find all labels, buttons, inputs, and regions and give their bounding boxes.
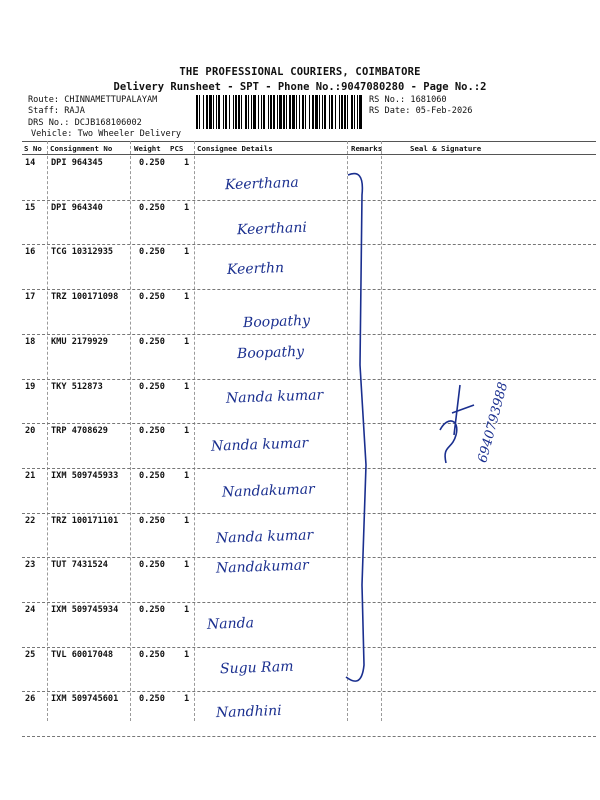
table-row — [0, 158, 600, 202]
row-divider — [22, 513, 596, 514]
row-pcs: 1 — [184, 560, 190, 571]
barcode-bar — [263, 95, 265, 129]
barcode-bar — [324, 95, 326, 129]
barcode-bar — [248, 95, 249, 129]
row-weight: 0.250 — [139, 202, 165, 213]
row-divider — [22, 200, 596, 201]
row-consignment-no: TRZ 100171101 — [51, 515, 119, 526]
row-sno: 18 — [25, 336, 36, 347]
barcode-bar — [344, 95, 346, 129]
row-divider — [22, 379, 596, 380]
rs-date: RS Date: 05-Feb-2026 — [369, 106, 473, 116]
barcode-bar — [229, 95, 230, 129]
row-divider — [22, 691, 596, 692]
col-header-consignment: Consignment No — [50, 144, 113, 153]
table-row — [0, 337, 600, 381]
handwritten-signature: Keerthn — [226, 260, 285, 279]
drs-number: DRS No.: DCJB168106002 — [28, 118, 142, 128]
row-consignment-no: IXM 509745934 — [51, 605, 119, 615]
row-weight: 0.250 — [139, 560, 165, 571]
row-pcs: 1 — [184, 649, 190, 660]
barcode-bar — [312, 95, 314, 129]
handwritten-signature: Nandhini — [215, 703, 282, 722]
handwritten-signature: Keerthani — [236, 219, 308, 238]
table-row — [0, 426, 600, 470]
header-top-rule — [22, 141, 596, 142]
row-consignment-no: KMU 2179929 — [51, 336, 108, 347]
barcode-bar — [347, 95, 348, 129]
barcode-bar — [319, 95, 320, 129]
col-header-pcs: PCS — [170, 144, 184, 153]
barcode-bar — [299, 95, 300, 129]
table-row — [0, 650, 600, 694]
row-pcs: 1 — [184, 470, 190, 481]
row-consignment-no: DPI 964345 — [51, 158, 103, 168]
barcode-bar — [245, 95, 247, 129]
barcode-bar — [302, 95, 304, 129]
row-divider — [22, 647, 596, 648]
row-sno: 22 — [25, 515, 36, 526]
row-weight: 0.250 — [139, 515, 165, 526]
row-divider — [22, 557, 596, 558]
route-label: Route: CHINNAMETTUPALAYAM — [28, 95, 158, 105]
barcode-bar — [315, 95, 318, 129]
row-consignment-no: TUT 7431524 — [51, 560, 108, 571]
barcode-bar — [253, 95, 256, 129]
row-sno: 26 — [25, 694, 36, 705]
barcode-bar — [209, 95, 212, 129]
barcode-bar — [199, 95, 200, 129]
rs-number: RS No.: 1681060 — [369, 95, 447, 105]
table-row — [0, 203, 600, 247]
table-row — [0, 292, 600, 336]
barcode-bar — [289, 95, 291, 129]
barcode-bar — [218, 95, 220, 129]
barcode-bar — [341, 95, 343, 129]
row-divider — [22, 289, 596, 290]
handwritten-signature: Nandakumar — [215, 557, 310, 577]
table-row — [0, 605, 600, 649]
barcode-bar — [339, 95, 340, 129]
row-pcs: 1 — [184, 694, 190, 705]
table-row — [0, 557, 600, 604]
row-sno: 15 — [25, 202, 36, 213]
row-divider — [22, 736, 596, 737]
barcode-bar — [309, 95, 310, 129]
col-header-sno: S No — [24, 144, 42, 153]
handwritten-signature: Sugu Ram — [219, 658, 294, 677]
row-sno: 21 — [25, 470, 36, 481]
handwritten-signature: Nanda kumar — [210, 435, 309, 455]
header-bottom-rule — [22, 154, 596, 155]
row-pcs: 1 — [184, 381, 190, 392]
barcode-bar — [277, 95, 278, 129]
row-consignment-no: TRZ 100171098 — [51, 292, 119, 303]
row-divider — [22, 244, 596, 245]
row-pcs: 1 — [184, 426, 190, 437]
table-row — [0, 471, 600, 515]
row-divider — [22, 602, 596, 603]
barcode-bar — [329, 95, 330, 129]
handwritten-signature: Keerthana — [224, 174, 299, 194]
col-header-remarks: Remarks — [351, 144, 383, 153]
row-weight: 0.250 — [139, 649, 165, 660]
col-header-weight: Weight — [134, 144, 161, 153]
barcode-bar — [292, 95, 295, 129]
barcode-bar — [268, 95, 269, 129]
row-sno: 20 — [25, 426, 36, 437]
barcode-bar — [216, 95, 217, 129]
row-weight: 0.250 — [139, 426, 165, 437]
row-sno: 16 — [25, 247, 36, 258]
row-sno: 23 — [25, 560, 36, 571]
row-pcs: 1 — [184, 515, 190, 526]
handwritten-signature: Nandakumar — [221, 481, 316, 501]
row-weight: 0.250 — [139, 381, 165, 392]
row-pcs: 1 — [184, 202, 190, 213]
barcode-bar — [357, 95, 358, 129]
barcode-bar — [273, 95, 275, 129]
vehicle-label: Vehicle: Two Wheeler Delivery — [31, 129, 182, 139]
barcode-bar — [359, 95, 362, 129]
handwritten-signature: Nanda kumar — [225, 386, 324, 407]
barcode-bar — [279, 95, 282, 129]
row-weight: 0.250 — [139, 292, 165, 303]
barcode-bar — [203, 95, 204, 129]
row-consignment-no: TVL 60017048 — [51, 649, 114, 660]
handwritten-signature: Nanda kumar — [215, 526, 314, 547]
barcode-bar — [225, 95, 227, 129]
barcode-bar — [351, 95, 353, 129]
barcode-bar — [296, 95, 297, 129]
row-weight: 0.250 — [139, 247, 165, 258]
row-weight: 0.250 — [139, 336, 165, 347]
row-weight: 0.250 — [139, 694, 165, 705]
barcode-image — [196, 95, 366, 129]
barcode-bar — [354, 95, 355, 129]
runsheet-subtitle: Delivery Runsheet - SPT - Phone No.:9047080280 - Page No.:2 — [113, 81, 487, 93]
row-consignment-no: IXM 509745601 — [51, 694, 119, 705]
barcode-bar — [251, 95, 252, 129]
barcode-bar — [335, 95, 336, 129]
row-pcs: 1 — [184, 292, 190, 303]
row-pcs: 1 — [184, 247, 190, 258]
barcode-bar — [258, 95, 259, 129]
row-weight: 0.250 — [139, 158, 165, 168]
barcode-bar — [233, 95, 234, 129]
row-weight: 0.250 — [139, 605, 165, 615]
row-sno: 17 — [25, 292, 36, 303]
row-consignment-no: IXM 509745933 — [51, 470, 119, 481]
barcode-bar — [235, 95, 237, 129]
row-divider — [22, 468, 596, 469]
col-header-seal: Seal & Signature — [410, 144, 482, 153]
col-header-consignee: Consignee Details — [197, 144, 273, 153]
row-sno: 14 — [25, 158, 36, 168]
row-weight: 0.250 — [139, 470, 165, 481]
row-sno: 19 — [25, 381, 36, 392]
row-pcs: 1 — [184, 158, 190, 168]
barcode-bar — [223, 95, 224, 129]
barcode-bar — [206, 95, 208, 129]
barcode-bar — [270, 95, 272, 129]
row-pcs: 1 — [184, 605, 190, 615]
row-consignment-no: DPI 964340 — [51, 202, 103, 213]
table-row — [0, 247, 600, 291]
row-consignment-no: TKY 512873 — [51, 381, 103, 392]
row-consignment-no: TCG 10312935 — [51, 247, 114, 258]
barcode-bar — [196, 95, 198, 129]
barcode-bar — [238, 95, 240, 129]
handwritten-phone-note: 6940793988 — [475, 380, 512, 465]
barcode-bar — [331, 95, 333, 129]
barcode-bar — [283, 95, 285, 129]
staff-label: Staff: RAJA — [28, 106, 85, 116]
barcode-bar — [322, 95, 323, 129]
row-consignment-no: TRP 4708629 — [51, 426, 108, 437]
barcode-bar — [213, 95, 214, 129]
handwritten-signature: Nanda — [206, 615, 255, 633]
row-divider — [22, 334, 596, 335]
table-row — [0, 516, 600, 560]
row-sno: 24 — [25, 605, 36, 615]
handwritten-signature: Boopathy — [242, 312, 311, 332]
row-sno: 25 — [25, 649, 36, 660]
row-divider — [22, 423, 596, 424]
handwritten-signature: Boopathy — [236, 343, 305, 362]
barcode-bar — [241, 95, 242, 129]
company-title: THE PROFESSIONAL COURIERS, COIMBATORE — [179, 66, 421, 78]
row-pcs: 1 — [184, 336, 190, 347]
barcode-bar — [305, 95, 306, 129]
barcode-bar — [261, 95, 262, 129]
table-row — [0, 694, 600, 738]
barcode-bar — [286, 95, 287, 129]
